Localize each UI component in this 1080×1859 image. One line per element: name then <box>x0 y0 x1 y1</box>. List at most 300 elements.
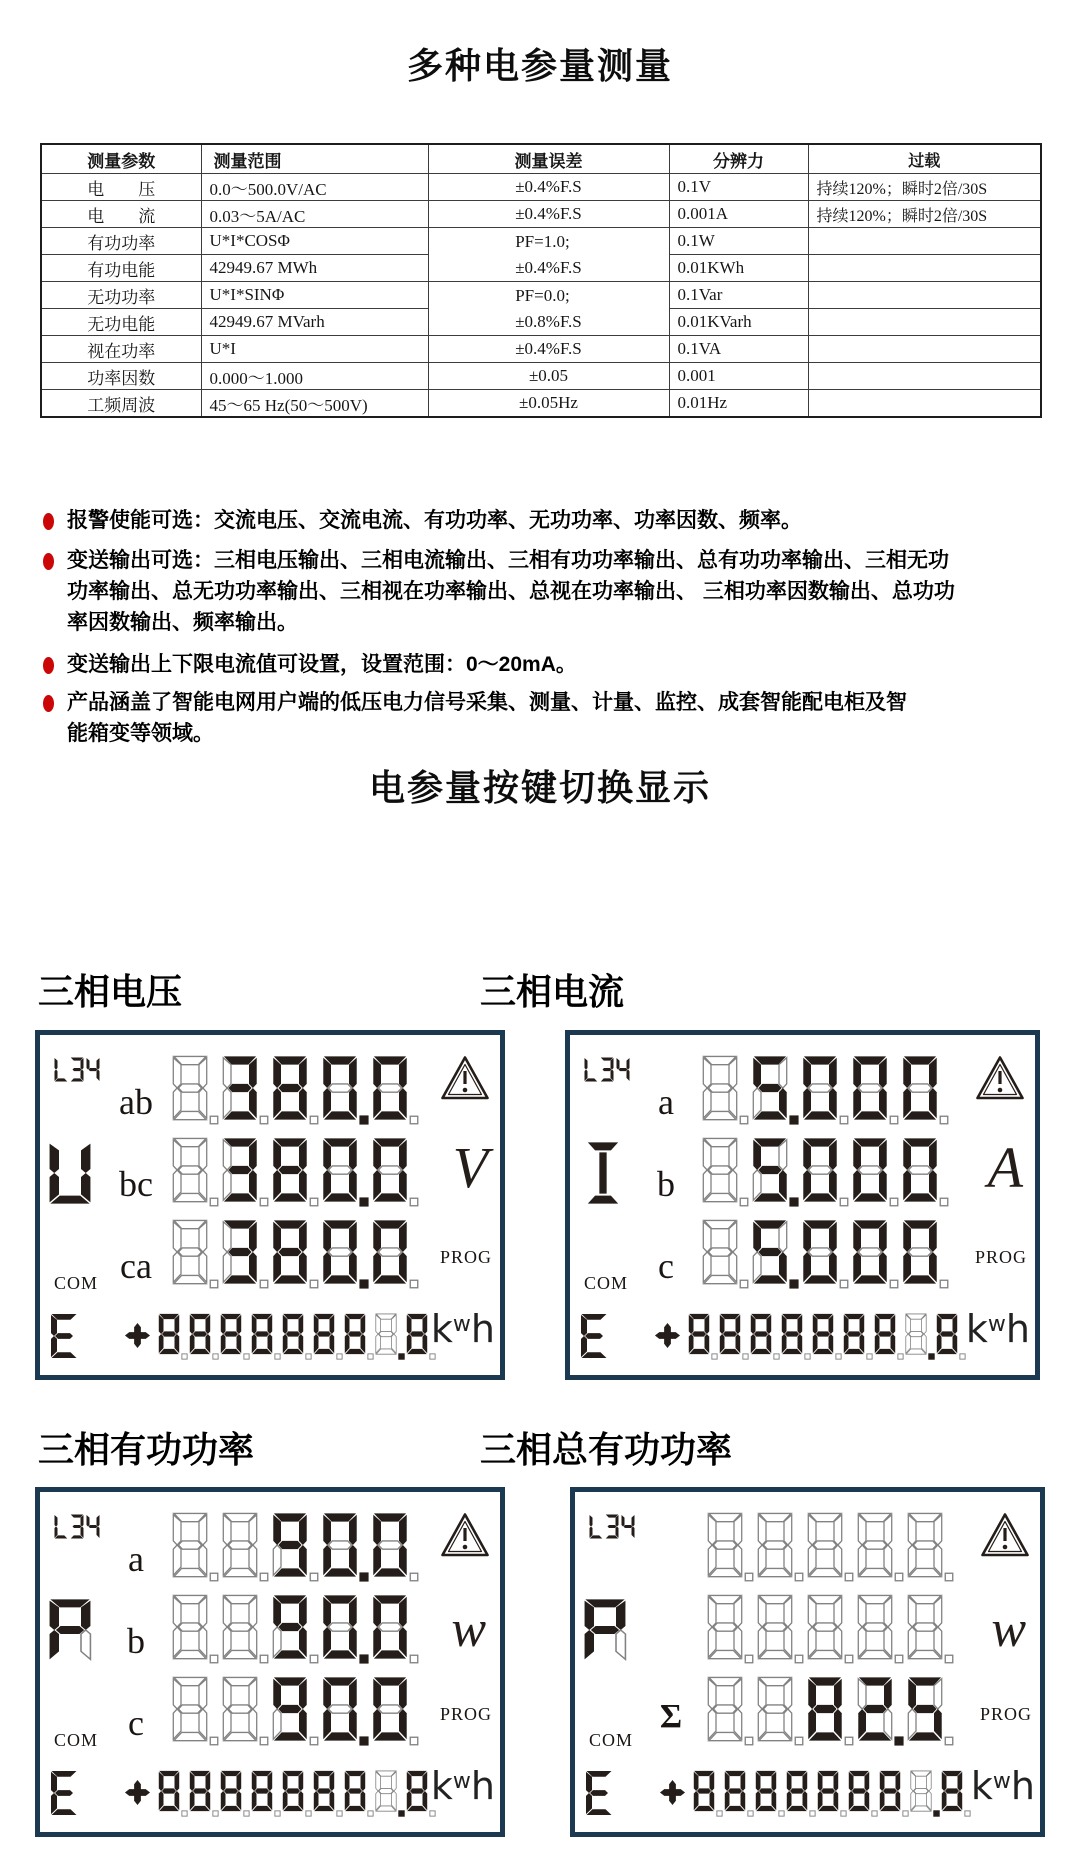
energy-letter <box>585 1770 613 1821</box>
decimal-point <box>259 1115 269 1125</box>
decimal-point <box>409 1279 419 1289</box>
lcd-phase-label: b <box>657 1164 675 1204</box>
energy-digit <box>220 1313 242 1360</box>
lcd-phase-label: ab <box>119 1082 153 1122</box>
bullet-text: 变送输出可选：三相电压输出、三相电流输出、三相有功功率输出、总有功功率输出、三相无功功率输出、总无功功率输出、三相视在功率输出、总视在功率输出、 三相功率因数输出、总功功率因数输出、频率输出。 <box>67 549 955 634</box>
cell-overload <box>808 228 1041 255</box>
cell-range: U*I*SINΦ <box>201 282 428 309</box>
lcd-panel-title-power: 三相有功功率 <box>38 1429 255 1470</box>
decimal-point <box>711 1353 718 1360</box>
lcd-panel-title-current: 三相电流 <box>480 971 625 1012</box>
lcd-digit <box>802 1137 838 1208</box>
energy-row <box>40 1307 500 1367</box>
energy-digit <box>941 1770 963 1817</box>
lcd-digit <box>857 1676 893 1747</box>
cell-resolution: 0.01KVarh <box>669 309 808 336</box>
cell-overload <box>808 363 1041 390</box>
cell-error: ±0.05 <box>428 363 669 390</box>
decimal-point <box>212 1353 219 1360</box>
cell-resolution: 0.01KWh <box>669 255 808 282</box>
lcd-value-row <box>40 1051 500 1131</box>
cell-overload <box>808 255 1041 282</box>
lcd-digit <box>222 1594 258 1665</box>
cell-range: 42949.67 MWh <box>201 255 428 282</box>
lcd-value-row <box>570 1133 1035 1213</box>
lcd-digit <box>802 1055 838 1126</box>
lcd-digit <box>272 1137 308 1208</box>
kwh-label: $k^wh$ <box>430 1764 495 1808</box>
energy-digit <box>843 1313 865 1360</box>
decimal-point <box>889 1115 899 1125</box>
lcd-digit <box>802 1219 838 1290</box>
cell-param: 功率因数 <box>41 363 201 390</box>
cell-error-line: PF=0.0; <box>515 285 570 305</box>
lcd-digit <box>752 1137 788 1208</box>
cell-overload: 持续120%；瞬时2倍/30S <box>808 201 1041 228</box>
decimal-point <box>309 1654 319 1664</box>
decimal-point <box>181 1353 188 1360</box>
lcd-digit-group <box>707 1594 957 1665</box>
lcd-digit <box>807 1594 843 1665</box>
decimal-point <box>209 1197 219 1207</box>
kwh-label: $k^wh$ <box>430 1307 495 1351</box>
energy-digit <box>755 1770 777 1817</box>
lcd-digit <box>702 1219 738 1290</box>
lcd-digit <box>857 1594 893 1665</box>
energy-digit <box>344 1770 366 1817</box>
lcd-digit-group <box>172 1137 422 1208</box>
cell-overload <box>808 336 1041 363</box>
spec-table-row <box>41 390 1041 418</box>
cell-param: 无功功率 <box>41 282 201 309</box>
lcd-digit <box>322 1137 358 1208</box>
decimal-point <box>944 1654 954 1664</box>
lcd-digit <box>372 1137 408 1208</box>
bullet-icon <box>43 513 54 530</box>
decimal-point <box>309 1115 319 1125</box>
decimal-point <box>839 1197 849 1207</box>
spec-table-row <box>41 363 1041 390</box>
warning-icon <box>440 1055 490 1101</box>
cell-resolution: 0.001 <box>669 363 808 390</box>
energy-digit <box>406 1313 428 1360</box>
energy-letter <box>50 1313 78 1364</box>
decimal-point <box>209 1654 219 1664</box>
lcd-digit <box>807 1512 843 1583</box>
feature-bullet <box>40 650 1027 681</box>
spec-table-row <box>41 336 1041 363</box>
cell-param: 电 流 <box>41 201 201 228</box>
decimal-point <box>897 1353 904 1360</box>
lcd-digit-group <box>172 1594 422 1665</box>
lcd-digit <box>372 1055 408 1126</box>
energy-letter <box>580 1313 608 1364</box>
cell-range: U*I*COSΦ <box>201 228 428 255</box>
bullet-icon <box>43 695 54 712</box>
decimal-point <box>309 1279 319 1289</box>
decimal-point <box>409 1572 419 1582</box>
decimal-point <box>928 1353 935 1360</box>
bullet-text: 报警使能可选：交流电压、交流电流、有功功率、无功功率、功率因数、频率。 <box>67 509 802 532</box>
energy-digit <box>817 1770 839 1817</box>
decimal-point <box>794 1736 804 1746</box>
cell-error: ±0.4%F.S <box>428 174 669 201</box>
energy-digit <box>313 1313 335 1360</box>
lcd-digit <box>702 1137 738 1208</box>
decimal-point <box>212 1810 219 1817</box>
decimal-point <box>959 1353 966 1360</box>
decimal-point <box>398 1810 405 1817</box>
energy-digit <box>910 1770 932 1817</box>
energy-letter <box>50 1770 78 1821</box>
energy-digit <box>158 1313 180 1360</box>
energy-row <box>570 1307 1035 1367</box>
cell-param: 有功电能 <box>41 255 201 282</box>
lcd-digit <box>702 1055 738 1126</box>
lcd-digit <box>222 1055 258 1126</box>
decimal-point <box>259 1736 269 1746</box>
lcd-value-row <box>575 1590 1040 1670</box>
decimal-point <box>336 1353 343 1360</box>
decimal-point <box>259 1279 269 1289</box>
cell-resolution: 0.1V <box>669 174 808 201</box>
cell-error-merged <box>428 228 669 282</box>
kwh-label: $k^wh$ <box>965 1307 1030 1351</box>
spec-table-body <box>41 174 1041 418</box>
lcd-digit <box>852 1219 888 1290</box>
lcd-display <box>565 1030 1040 1380</box>
energy-digit <box>251 1313 273 1360</box>
decimal-point <box>359 1115 369 1125</box>
energy-digit-group <box>688 1313 967 1360</box>
decimal-point <box>840 1810 847 1817</box>
decimal-point <box>409 1197 419 1207</box>
cell-error-line: ±0.8%F.S <box>515 311 582 331</box>
cell-param: 视在功率 <box>41 336 201 363</box>
decimal-point <box>789 1115 799 1125</box>
lcd-digit <box>907 1512 943 1583</box>
energy-digit <box>406 1770 428 1817</box>
prog-label: PROG <box>979 1704 1032 1724</box>
energy-digit <box>936 1313 958 1360</box>
decimal-point <box>259 1654 269 1664</box>
lcd-panel-title-voltage: 三相电压 <box>38 971 183 1012</box>
lcd-digit <box>372 1219 408 1290</box>
header-overload: 过载 <box>808 144 1041 174</box>
lcd-phase-label: b <box>127 1621 145 1661</box>
decimal-point <box>398 1353 405 1360</box>
lcd-digit <box>322 1676 358 1747</box>
energy-digit <box>786 1770 808 1817</box>
cell-param: 有功功率 <box>41 228 201 255</box>
decimal-point <box>274 1353 281 1360</box>
decimal-point <box>359 1197 369 1207</box>
lcd-phase-label: Σ <box>659 1698 683 1735</box>
energy-digit <box>905 1313 927 1360</box>
plus-sign <box>654 1322 681 1349</box>
lcd-phase-label: c <box>128 1703 144 1743</box>
header-param: 测量参数 <box>41 144 201 174</box>
lcd-digit <box>322 1055 358 1126</box>
lcd-phase-label: ca <box>120 1246 152 1286</box>
header-res: 分辨力 <box>669 144 808 174</box>
warning-icon <box>975 1055 1025 1101</box>
decimal-point <box>305 1810 312 1817</box>
kwh-label: $k^wh$ <box>970 1764 1035 1808</box>
decimal-point <box>944 1572 954 1582</box>
cell-error-line: ±0.4%F.S <box>515 257 582 277</box>
com-label: COM <box>54 1730 99 1750</box>
unit-label: w <box>991 1601 1026 1658</box>
lcd-digit <box>902 1219 938 1290</box>
decimal-point <box>889 1197 899 1207</box>
decimal-point <box>789 1279 799 1289</box>
energy-row <box>575 1764 1040 1824</box>
energy-digit <box>282 1313 304 1360</box>
lcd-digit <box>707 1594 743 1665</box>
decimal-point <box>209 1279 219 1289</box>
lcd-digit <box>272 1594 308 1665</box>
energy-digit <box>781 1313 803 1360</box>
prog-label: PROG <box>439 1704 492 1724</box>
com-label: COM <box>54 1273 99 1293</box>
lcd-digit <box>222 1676 258 1747</box>
cell-error: ±0.4%F.S <box>428 336 669 363</box>
cell-resolution: 0.1VA <box>669 336 808 363</box>
energy-row <box>40 1764 500 1824</box>
decimal-point <box>209 1736 219 1746</box>
cell-overload: 持续120%；瞬时2倍/30S <box>808 174 1041 201</box>
cell-range: 45～65 Hz(50～500V) <box>201 390 428 418</box>
lcd-digit <box>322 1594 358 1665</box>
lcd-digit <box>807 1676 843 1747</box>
spec-table-row <box>41 174 1041 201</box>
decimal-point <box>894 1654 904 1664</box>
lcd-digit <box>322 1512 358 1583</box>
decimal-point <box>309 1736 319 1746</box>
lcd-digit <box>857 1512 893 1583</box>
decimal-point <box>944 1736 954 1746</box>
lcd-digit <box>372 1676 408 1747</box>
decimal-point <box>409 1115 419 1125</box>
decimal-point <box>429 1353 436 1360</box>
decimal-point <box>259 1197 269 1207</box>
decimal-point <box>789 1197 799 1207</box>
warning-icon <box>980 1512 1030 1558</box>
lcd-phase-label: a <box>658 1082 674 1122</box>
lcd-digit <box>372 1594 408 1665</box>
lcd-display <box>35 1487 505 1837</box>
energy-digit <box>189 1770 211 1817</box>
decimal-point <box>809 1810 816 1817</box>
plus-sign <box>124 1322 151 1349</box>
lcd-digit <box>852 1137 888 1208</box>
lcd-digit-group <box>172 1512 422 1583</box>
lcd-digit-group <box>172 1676 422 1747</box>
lcd-digit <box>907 1676 943 1747</box>
lcd-digit-group <box>707 1676 957 1747</box>
cell-range: 0.000～1.000 <box>201 363 428 390</box>
lcd-digit <box>372 1512 408 1583</box>
decimal-point <box>243 1353 250 1360</box>
lcd-digit <box>322 1219 358 1290</box>
energy-digit <box>251 1770 273 1817</box>
energy-digit <box>848 1770 870 1817</box>
lcd-value-row <box>575 1672 1040 1752</box>
energy-digit-group <box>158 1770 437 1817</box>
decimal-point <box>778 1810 785 1817</box>
lcd-digit-group <box>172 1219 422 1290</box>
warning-icon <box>440 1512 490 1558</box>
lcd-digit-group <box>707 1512 957 1583</box>
lcd-digit-group <box>702 1219 952 1290</box>
decimal-point <box>804 1353 811 1360</box>
decimal-point <box>359 1654 369 1664</box>
decimal-point <box>839 1115 849 1125</box>
lcd-digit <box>222 1137 258 1208</box>
bullet-text: 产品涵盖了智能电网用户端的低压电力信号采集、测量、计量、监控、成套智能配电柜及智能箱变等领域。 <box>67 691 907 745</box>
decimal-point <box>181 1810 188 1817</box>
cell-resolution: 0.1Var <box>669 282 808 309</box>
decimal-point <box>309 1572 319 1582</box>
decimal-point <box>964 1810 971 1817</box>
cell-resolution: 0.01Hz <box>669 390 808 418</box>
energy-digit <box>688 1313 710 1360</box>
decimal-point <box>305 1353 312 1360</box>
decimal-point <box>359 1572 369 1582</box>
decimal-point <box>794 1572 804 1582</box>
decimal-point <box>739 1115 749 1125</box>
energy-digit <box>158 1770 180 1817</box>
decimal-point <box>835 1353 842 1360</box>
energy-digit-group <box>693 1770 972 1817</box>
lcd-digit <box>907 1594 943 1665</box>
decimal-point <box>367 1353 374 1360</box>
decimal-point <box>933 1810 940 1817</box>
bullet-icon <box>43 553 54 570</box>
decimal-point <box>871 1810 878 1817</box>
plus-sign <box>124 1779 151 1806</box>
energy-digit <box>693 1770 715 1817</box>
energy-digit <box>220 1770 242 1817</box>
cell-error: ±0.4%F.S <box>428 201 669 228</box>
energy-digit-group <box>158 1313 437 1360</box>
lcd-display <box>570 1487 1045 1837</box>
spec-table <box>40 143 1042 418</box>
lcd-value-row <box>570 1215 1035 1295</box>
lcd-digit <box>222 1512 258 1583</box>
lcd-value-row <box>570 1051 1035 1131</box>
lcd-digit <box>902 1137 938 1208</box>
cell-param: 无功电能 <box>41 309 201 336</box>
decimal-point <box>716 1810 723 1817</box>
lcd-digit <box>757 1594 793 1665</box>
decimal-point <box>336 1810 343 1817</box>
cell-error-merged <box>428 282 669 336</box>
lcd-panel-title-total-power: 三相总有功功率 <box>480 1429 733 1470</box>
lcd-digit <box>752 1219 788 1290</box>
cell-error: ±0.05Hz <box>428 390 669 418</box>
decimal-point <box>939 1115 949 1125</box>
lcd-digit <box>172 1219 208 1290</box>
unit-label: w <box>451 1601 486 1658</box>
lcd-phase-label: a <box>128 1539 144 1579</box>
cell-range: 0.03～5A/AC <box>201 201 428 228</box>
cell-range: 0.0～500.0V/AC <box>201 174 428 201</box>
decimal-point <box>742 1353 749 1360</box>
page-title-display: 电参量按键切换显示 <box>368 767 711 808</box>
decimal-point <box>939 1197 949 1207</box>
cell-overload <box>808 390 1041 418</box>
decimal-point <box>309 1197 319 1207</box>
lcd-value-row <box>40 1672 500 1752</box>
com-label: COM <box>584 1273 629 1293</box>
lcd-digit <box>172 1594 208 1665</box>
cell-overload <box>808 309 1041 336</box>
spec-table-row <box>41 228 1041 255</box>
lcd-digit <box>707 1676 743 1747</box>
bullet-text: 变送输出上下限电流值可设置，设置范围：0～20mA。 <box>67 653 577 676</box>
decimal-point <box>209 1572 219 1582</box>
decimal-point <box>274 1810 281 1817</box>
lcd-digit <box>222 1219 258 1290</box>
lcd-digit <box>757 1676 793 1747</box>
cell-param: 工频周波 <box>41 390 201 418</box>
cell-range: 42949.67 MVarh <box>201 309 428 336</box>
decimal-point <box>367 1810 374 1817</box>
feature-bullet <box>40 546 957 639</box>
lcd-digit <box>272 1512 308 1583</box>
energy-digit <box>313 1770 335 1817</box>
decimal-point <box>359 1736 369 1746</box>
cell-error-line: PF=1.0; <box>515 231 570 251</box>
lcd-digit <box>272 1676 308 1747</box>
lcd-digit-group <box>172 1055 422 1126</box>
spec-table-row <box>41 282 1041 309</box>
lcd-display <box>35 1030 505 1380</box>
header-error: 测量误差 <box>428 144 669 174</box>
decimal-point <box>409 1654 419 1664</box>
header-range: 测量范围 <box>201 144 428 174</box>
lcd-phase-label: bc <box>119 1164 153 1204</box>
cell-overload <box>808 282 1041 309</box>
decimal-point <box>866 1353 873 1360</box>
decimal-point <box>773 1353 780 1360</box>
spec-table-row <box>41 201 1041 228</box>
cell-resolution: 0.1W <box>669 228 808 255</box>
decimal-point <box>243 1810 250 1817</box>
lcd-digit <box>852 1055 888 1126</box>
lcd-digit <box>902 1055 938 1126</box>
energy-digit <box>719 1313 741 1360</box>
decimal-point <box>844 1654 854 1664</box>
decimal-point <box>844 1736 854 1746</box>
energy-digit <box>189 1313 211 1360</box>
prog-label: PROG <box>974 1247 1027 1267</box>
energy-digit <box>812 1313 834 1360</box>
lcd-value-row <box>40 1590 500 1670</box>
energy-digit <box>874 1313 896 1360</box>
lcd-digit <box>272 1055 308 1126</box>
decimal-point <box>409 1736 419 1746</box>
decimal-point <box>794 1654 804 1664</box>
prog-label: PROG <box>439 1247 492 1267</box>
decimal-point <box>939 1279 949 1289</box>
decimal-point <box>259 1572 269 1582</box>
plus-sign <box>659 1779 686 1806</box>
lcd-value-row <box>575 1508 1040 1588</box>
lcd-digit <box>172 1137 208 1208</box>
